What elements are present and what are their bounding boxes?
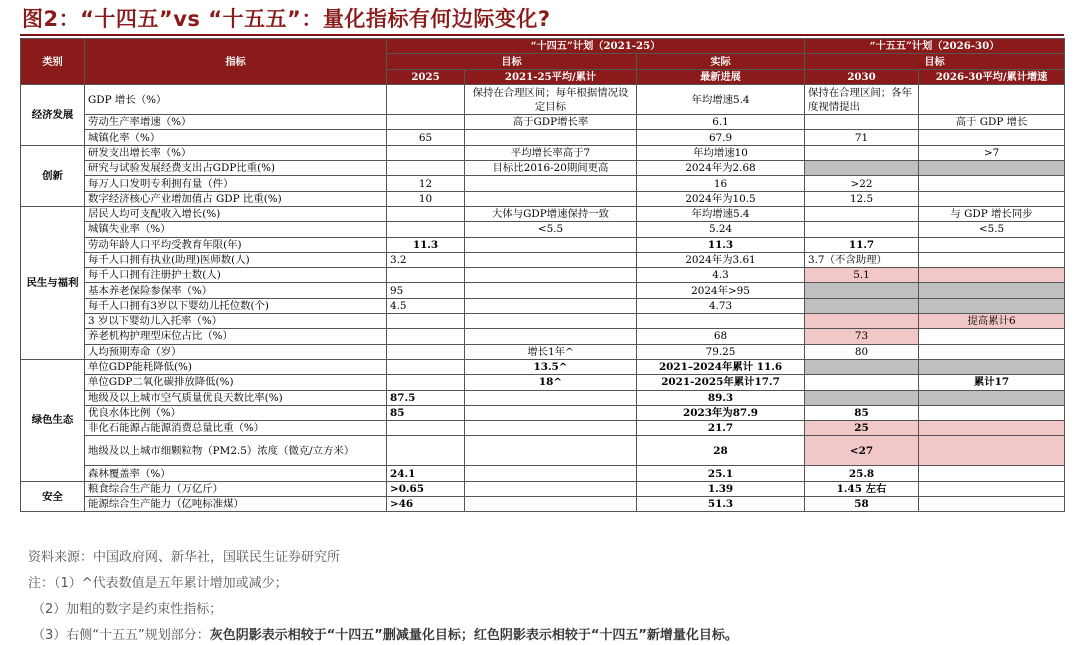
value-avg14: 高于GDP增长率 (465, 115, 637, 130)
value-latest: 6.1 (637, 115, 805, 130)
value-latest: 2021–2024年累计 11.6 (637, 359, 805, 374)
header-actual: 实际 (637, 54, 805, 69)
indicator-cell: 每千人口拥有3岁以下婴幼儿托位数(个) (85, 298, 387, 313)
header-category: 类别 (21, 39, 85, 85)
indicator-cell: 粮食综合生产能力（万亿斤） (85, 481, 387, 496)
value-avg15 (919, 176, 1065, 191)
value-avg14 (465, 481, 637, 496)
value-2030-added: 73 (805, 329, 919, 344)
table-row (21, 145, 1065, 160)
table-row (21, 344, 1065, 359)
indicator-cell: 数字经济核心产业增加值占 GDP 比重(%) (85, 191, 387, 206)
value-2030: 85 (805, 405, 919, 420)
value-avg15: 高于 GDP 增长 (919, 115, 1065, 130)
value-latest: 2024年为3.61 (637, 252, 805, 267)
table-row (21, 268, 1065, 283)
value-avg14 (465, 237, 637, 252)
value-2030-removed (805, 283, 919, 298)
value-latest: 51.3 (637, 497, 805, 512)
value-avg15 (919, 497, 1065, 512)
indicator-cell: 劳动年龄人口平均受教育年限(年) (85, 237, 387, 252)
value-2025 (387, 344, 465, 359)
value-avg15: <5.5 (919, 222, 1065, 237)
value-avg14 (465, 252, 637, 267)
value-avg14: 13.5^ (465, 359, 637, 374)
value-2025: 95 (387, 283, 465, 298)
indicator-cell: 研发支出增长率（%） (85, 145, 387, 160)
value-avg14 (465, 405, 637, 420)
header-2030: 2030 (805, 69, 919, 84)
indicator-cell: 非化石能源占能源消费总量比重（%） (85, 421, 387, 436)
value-latest: 4.73 (637, 298, 805, 313)
value-2030: 11.7 (805, 237, 919, 252)
value-avg15-added (919, 421, 1065, 436)
value-latest: 年均增速5.4 (637, 85, 805, 115)
value-2030: 58 (805, 497, 919, 512)
value-latest: 16 (637, 176, 805, 191)
value-avg14 (465, 268, 637, 283)
category-econ: 经济发展 (21, 85, 85, 146)
value-2025: 87.5 (387, 390, 465, 405)
value-2025 (387, 268, 465, 283)
value-avg15 (919, 85, 1065, 115)
value-2025 (387, 206, 465, 221)
note-3-bold: 灰色阴影表示相较于“十四五”删减量化目标；红色阴影表示相较于“十四五”新增量化目标。 (209, 628, 738, 643)
value-2025: 65 (387, 130, 465, 145)
table-row (21, 237, 1065, 252)
value-2025 (387, 222, 465, 237)
table-row (21, 390, 1065, 405)
value-2025: >0.65 (387, 481, 465, 496)
note-1: 注：（1）^代表数值是五年累计增加或减少； (28, 576, 288, 591)
value-avg14 (465, 176, 637, 191)
table-row (21, 421, 1065, 436)
value-2030-removed (805, 298, 919, 313)
value-2025: 3.2 (387, 252, 465, 267)
value-avg14 (465, 130, 637, 145)
source-note: 资料来源：中国政府网、新华社，国联民生证券研究所 (28, 550, 341, 565)
category-security: 安全 (21, 481, 85, 512)
value-latest: 2024年>95 (637, 283, 805, 298)
value-2025 (387, 85, 465, 115)
table-row (21, 329, 1065, 344)
value-2025: 85 (387, 405, 465, 420)
value-2030 (805, 375, 919, 390)
header-indicator: 指标 (85, 39, 387, 85)
table-row (21, 497, 1065, 512)
value-2025 (387, 145, 465, 160)
value-avg14: 18^ (465, 375, 637, 390)
value-2025 (387, 115, 465, 130)
indicator-cell: 居民人均可支配收入增长(%) (85, 206, 387, 221)
value-avg14 (465, 329, 637, 344)
header-2025: 2025 (387, 69, 465, 84)
value-latest: 79.25 (637, 344, 805, 359)
value-2025: 10 (387, 191, 465, 206)
value-avg14 (465, 390, 637, 405)
indicator-cell: 优良水体比例（%） (85, 405, 387, 420)
value-latest: 67.9 (637, 130, 805, 145)
indicator-cell: 地级及以上城市空气质量优良天数比率(%) (85, 390, 387, 405)
value-latest: 2024年为10.5 (637, 191, 805, 206)
value-latest: 11.3 (637, 237, 805, 252)
value-avg15: 累计17 (919, 375, 1065, 390)
value-avg14: 保持在合理区间；每年根据情况设定目标 (465, 85, 637, 115)
indicator-table (20, 38, 1065, 512)
value-2030-added: 5.1 (805, 268, 919, 283)
value-avg15 (919, 481, 1065, 496)
value-2030: 71 (805, 130, 919, 145)
value-avg15 (919, 252, 1065, 267)
value-avg14 (465, 314, 637, 329)
indicator-cell: 研究与试验发展经费支出占GDP比重(%) (85, 161, 387, 176)
value-2025: 4.5 (387, 298, 465, 313)
value-avg15-removed (919, 359, 1065, 374)
value-avg15 (919, 191, 1065, 206)
value-2030: 12.5 (805, 191, 919, 206)
header-target-14th: 目标 (387, 54, 637, 69)
value-2025 (387, 421, 465, 436)
value-2030-removed (805, 390, 919, 405)
value-2030-removed (805, 161, 919, 176)
value-latest: 68 (637, 329, 805, 344)
table-row (21, 130, 1065, 145)
value-latest: 1.39 (637, 481, 805, 496)
value-avg15-added (919, 268, 1065, 283)
indicator-cell: GDP 增长（%） (85, 85, 387, 115)
indicator-cell: 城镇失业率（%） (85, 222, 387, 237)
value-avg15-removed (919, 161, 1065, 176)
indicator-cell: 地级及以上城市细颗粒物（PM2.5）浓度（微克/立方米） (85, 436, 387, 466)
value-2030-added (805, 314, 919, 329)
table-row (21, 405, 1065, 420)
table-row (21, 222, 1065, 237)
note-3-prefix: （3）右侧“十五五”规划部分： (32, 628, 210, 643)
value-latest: 2021-2025年累计17.7 (637, 375, 805, 390)
table-row (21, 466, 1065, 481)
table-row (21, 252, 1065, 267)
header-plan-14th: “十四五”计划（2021-25） (387, 39, 805, 54)
indicator-cell: 每千人口拥有执业(助理)医师数(人) (85, 252, 387, 267)
table-row (21, 115, 1065, 130)
indicator-cell: 单位GDP二氧化碳排放降低(%) (85, 375, 387, 390)
table-row (21, 206, 1065, 221)
value-avg14 (465, 497, 637, 512)
indicator-cell: 单位GDP能耗降低(%) (85, 359, 387, 374)
value-avg15 (919, 237, 1065, 252)
value-avg14 (465, 283, 637, 298)
table-row (21, 161, 1065, 176)
indicator-cell: 能源综合生产能力（亿吨标准煤） (85, 497, 387, 512)
table-row (21, 314, 1065, 329)
value-2030: >22 (805, 176, 919, 191)
value-avg15-removed (919, 298, 1065, 313)
table-row (21, 298, 1065, 313)
value-2030-added: <27 (805, 436, 919, 466)
value-2025: 24.1 (387, 466, 465, 481)
value-2030: 保持在合理区间；各年度视情提出 (805, 85, 919, 115)
header-avg-14th: 2021-25平均/累计 (465, 69, 637, 84)
value-2030 (805, 145, 919, 160)
value-avg14: 增长1年^ (465, 344, 637, 359)
note-3 (32, 624, 738, 643)
note-2: （2）加粗的数字是约束性指标； (32, 602, 223, 617)
value-avg15 (919, 130, 1065, 145)
value-2030 (805, 222, 919, 237)
category-welfare: 民生与福利 (21, 206, 85, 359)
value-avg15-added: 提高累计6 (919, 314, 1065, 329)
value-avg15: >7 (919, 145, 1065, 160)
value-latest (637, 314, 805, 329)
value-2030: 80 (805, 344, 919, 359)
indicator-cell: 每万人口发明专利拥有量（件） (85, 176, 387, 191)
value-avg15-removed (919, 283, 1065, 298)
value-2030: 3.7（不含助理） (805, 252, 919, 267)
indicator-cell: 人均预期寿命（岁） (85, 344, 387, 359)
value-2030-added: 25 (805, 421, 919, 436)
table-row (21, 191, 1065, 206)
category-green: 绿色生态 (21, 359, 85, 481)
value-2025 (387, 436, 465, 466)
value-latest: 2024年为2.68 (637, 161, 805, 176)
table-row (21, 85, 1065, 115)
indicator-cell: 每千人口拥有注册护士数(人) (85, 268, 387, 283)
value-2025 (387, 329, 465, 344)
table-row (21, 283, 1065, 298)
header-latest: 最新进展 (637, 69, 805, 84)
value-avg15-removed (919, 390, 1065, 405)
value-latest: 年均增速10 (637, 145, 805, 160)
header-plan-15th: “十五五”计划（2026-30） (805, 39, 1065, 54)
category-innovation: 创新 (21, 145, 85, 206)
value-2025 (387, 375, 465, 390)
page-title: 图2：“十四五”vs “十五五”：量化指标有何边际变化? (22, 7, 551, 31)
indicator-table-wrapper (20, 38, 1064, 512)
value-avg15 (919, 466, 1065, 481)
value-2025 (387, 359, 465, 374)
indicator-cell: 基本养老保险参保率（%） (85, 283, 387, 298)
table-row (21, 375, 1065, 390)
indicator-cell: 养老机构护理型床位占比（%） (85, 329, 387, 344)
value-avg15 (919, 329, 1065, 344)
value-2025 (387, 161, 465, 176)
value-avg14 (465, 421, 637, 436)
indicator-cell: 森林覆盖率（%） (85, 466, 387, 481)
value-2030-removed (805, 359, 919, 374)
header-avg-15th: 2026-30平均/累计增速 (919, 69, 1065, 84)
value-latest: 5.24 (637, 222, 805, 237)
value-avg14: 大体与GDP增速保持一致 (465, 206, 637, 221)
value-latest: 4.3 (637, 268, 805, 283)
value-latest: 年均增速5.4 (637, 206, 805, 221)
value-avg15 (919, 344, 1065, 359)
value-2030 (805, 206, 919, 221)
value-avg15-added (919, 436, 1065, 466)
value-2025: 12 (387, 176, 465, 191)
value-avg15: 与 GDP 增长同步 (919, 206, 1065, 221)
indicator-cell: 城镇化率（%） (85, 130, 387, 145)
value-2030: 25.8 (805, 466, 919, 481)
value-avg14 (465, 466, 637, 481)
table-row (21, 359, 1065, 374)
value-avg15 (919, 405, 1065, 420)
value-avg14: <5.5 (465, 222, 637, 237)
value-avg14 (465, 191, 637, 206)
value-latest: 25.1 (637, 466, 805, 481)
value-2025: 11.3 (387, 237, 465, 252)
header-target-15th: 目标 (805, 54, 1065, 69)
title-divider (20, 34, 1064, 36)
value-2030: 1.45 左右 (805, 481, 919, 496)
indicator-cell: 3 岁以下婴幼儿入托率（%） (85, 314, 387, 329)
table-row (21, 481, 1065, 496)
table-row (21, 176, 1065, 191)
value-avg14 (465, 436, 637, 466)
value-avg14: 目标比2016-20期间更高 (465, 161, 637, 176)
value-avg14 (465, 298, 637, 313)
value-avg14: 平均增长率高于7 (465, 145, 637, 160)
table-row (21, 436, 1065, 466)
value-2025 (387, 314, 465, 329)
value-latest: 89.3 (637, 390, 805, 405)
indicator-cell: 劳动生产率增速（%） (85, 115, 387, 130)
value-latest: 21.7 (637, 421, 805, 436)
value-latest: 2023年为87.9 (637, 405, 805, 420)
value-2025: >46 (387, 497, 465, 512)
value-2030 (805, 115, 919, 130)
value-latest: 28 (637, 436, 805, 466)
